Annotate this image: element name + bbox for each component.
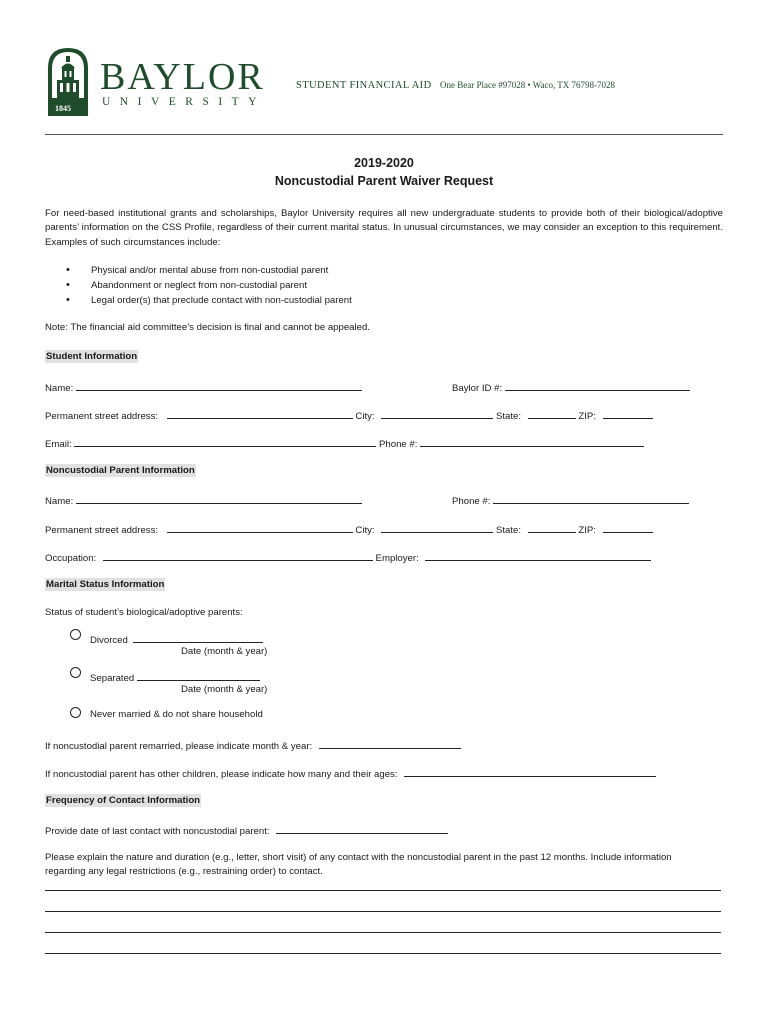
parent-zip-label: ZIP:: [578, 525, 596, 536]
wordmark-university: UNIVERSITY: [102, 96, 266, 108]
parent-name-label: Name:: [45, 496, 74, 507]
explanation-line-1[interactable]: [45, 890, 721, 891]
children-label: If noncustodial parent has other children, please indicate how many and their ages:: [45, 769, 398, 780]
separated-row: [90, 670, 260, 684]
section-contact-info: Frequency of Contact Information: [46, 795, 201, 806]
parent-phone-field[interactable]: [493, 493, 689, 504]
student-state-label: State:: [495, 411, 522, 422]
student-phone-field[interactable]: [420, 436, 644, 447]
office-name: STUDENT FINANCIAL AID: [296, 80, 432, 91]
student-email-field[interactable]: [74, 436, 376, 447]
explanation-line-2[interactable]: [45, 911, 721, 912]
divorced-radio[interactable]: [70, 629, 81, 640]
intro-paragraph: For need-based institutional grants and scholarships, Baylor University requires all new undergraduate students to provide both of their biological/adoptive parents’ information on the CSS Profile, regardless of their current marital status. In unusual circumstances, we may consider an exception to this requirement. Examples of such circumstances include:: [45, 208, 723, 248]
last-contact-label: Provide date of last contact with noncustodial parent:: [45, 826, 270, 837]
parent-address-field[interactable]: [167, 522, 353, 533]
parent-phone-label: Phone #:: [452, 496, 491, 507]
appeal-note: Note: The financial aid committee’s decision is final and cannot be appealed.: [45, 322, 370, 333]
parent-name-field[interactable]: [76, 493, 362, 504]
student-email-label: Email:: [45, 439, 72, 450]
section-parent-info: Noncustodial Parent Information: [46, 465, 195, 476]
explain-line-2: regarding any legal restrictions (e.g., restraining order) to contact.: [45, 866, 323, 877]
student-zip-field[interactable]: [603, 408, 653, 419]
parent-occupation-row: [45, 550, 651, 564]
parent-employer-field[interactable]: [425, 550, 651, 561]
remarried-label: If noncustodial parent remarried, please indicate month & year:: [45, 741, 313, 752]
parent-city-field[interactable]: [381, 522, 493, 533]
parent-state-field[interactable]: [528, 522, 576, 533]
list-item: • Legal order(s) that preclude contact with non-custodial parent: [45, 293, 352, 308]
parent-occupation-field[interactable]: [103, 550, 373, 561]
header-divider: [45, 134, 723, 135]
separated-date-field[interactable]: [137, 670, 260, 681]
children-row: [45, 766, 656, 780]
student-state-field[interactable]: [528, 408, 576, 419]
never-married-radio[interactable]: [70, 707, 81, 718]
list-item: • Physical and/or mental abuse from non-custodial parent: [45, 263, 352, 278]
remarried-date-field[interactable]: [319, 738, 461, 749]
student-name-row: [45, 380, 362, 394]
list-item: • Abandonment or neglect from non-custodial parent: [45, 278, 352, 293]
explanation-line-3[interactable]: [45, 932, 721, 933]
wordmark-baylor: BAYLOR: [100, 56, 265, 98]
never-married-label: Never married & do not share household: [90, 709, 263, 720]
children-field[interactable]: [404, 766, 656, 777]
separated-label: Separated: [90, 673, 135, 684]
explanation-line-4[interactable]: [45, 953, 721, 954]
marital-prompt: Status of student’s biological/adoptive parents:: [45, 607, 243, 618]
office-address: One Bear Place #97028 • Waco, TX 76798-7028: [439, 80, 616, 90]
divorced-row: [90, 632, 263, 646]
student-address-label: Permanent street address:: [45, 411, 159, 422]
parent-name-row: [45, 493, 362, 507]
student-email-row: [45, 436, 644, 450]
form-year: 2019-2020: [354, 156, 414, 170]
parent-address-label: Permanent street address:: [45, 525, 159, 536]
divorced-date-hint: Date (month & year): [181, 646, 268, 657]
logo-year: 1845: [55, 104, 71, 113]
student-id-label: Baylor ID #:: [452, 383, 503, 394]
student-id-field[interactable]: [505, 380, 690, 391]
parent-city-label: City:: [355, 525, 375, 536]
form-title: Noncustodial Parent Waiver Request: [274, 174, 494, 188]
student-name-field[interactable]: [76, 380, 362, 391]
parent-phone-row: [452, 493, 689, 507]
student-phone-label: Phone #:: [379, 439, 418, 450]
last-contact-field[interactable]: [276, 823, 448, 834]
parent-address-row: [45, 522, 653, 536]
student-city-field[interactable]: [381, 408, 493, 419]
parent-employer-label: Employer:: [375, 553, 419, 564]
student-city-label: City:: [355, 411, 375, 422]
student-address-row: [45, 408, 653, 422]
parent-state-label: State:: [495, 525, 522, 536]
parent-zip-field[interactable]: [603, 522, 653, 533]
circumstances-list: [45, 263, 352, 308]
separated-date-hint: Date (month & year): [181, 684, 268, 695]
explain-line-1: Please explain the nature and duration (e.g., letter, short visit) of any contact with the noncustodial parent in the past 12 months. Include information: [45, 852, 672, 863]
remarried-row: [45, 738, 461, 752]
last-contact-row: [45, 823, 448, 837]
parent-occupation-label: Occupation:: [45, 553, 97, 564]
student-zip-label: ZIP:: [578, 411, 596, 422]
student-name-label: Name:: [45, 383, 74, 394]
section-student-info: Student Information: [46, 351, 138, 362]
divorced-date-field[interactable]: [133, 632, 263, 643]
section-marital-info: Marital Status Information: [46, 579, 165, 590]
student-address-field[interactable]: [167, 408, 353, 419]
divorced-label: Divorced: [90, 635, 128, 646]
student-id-row: [452, 380, 690, 394]
office-line: [296, 80, 615, 91]
separated-radio[interactable]: [70, 667, 81, 678]
